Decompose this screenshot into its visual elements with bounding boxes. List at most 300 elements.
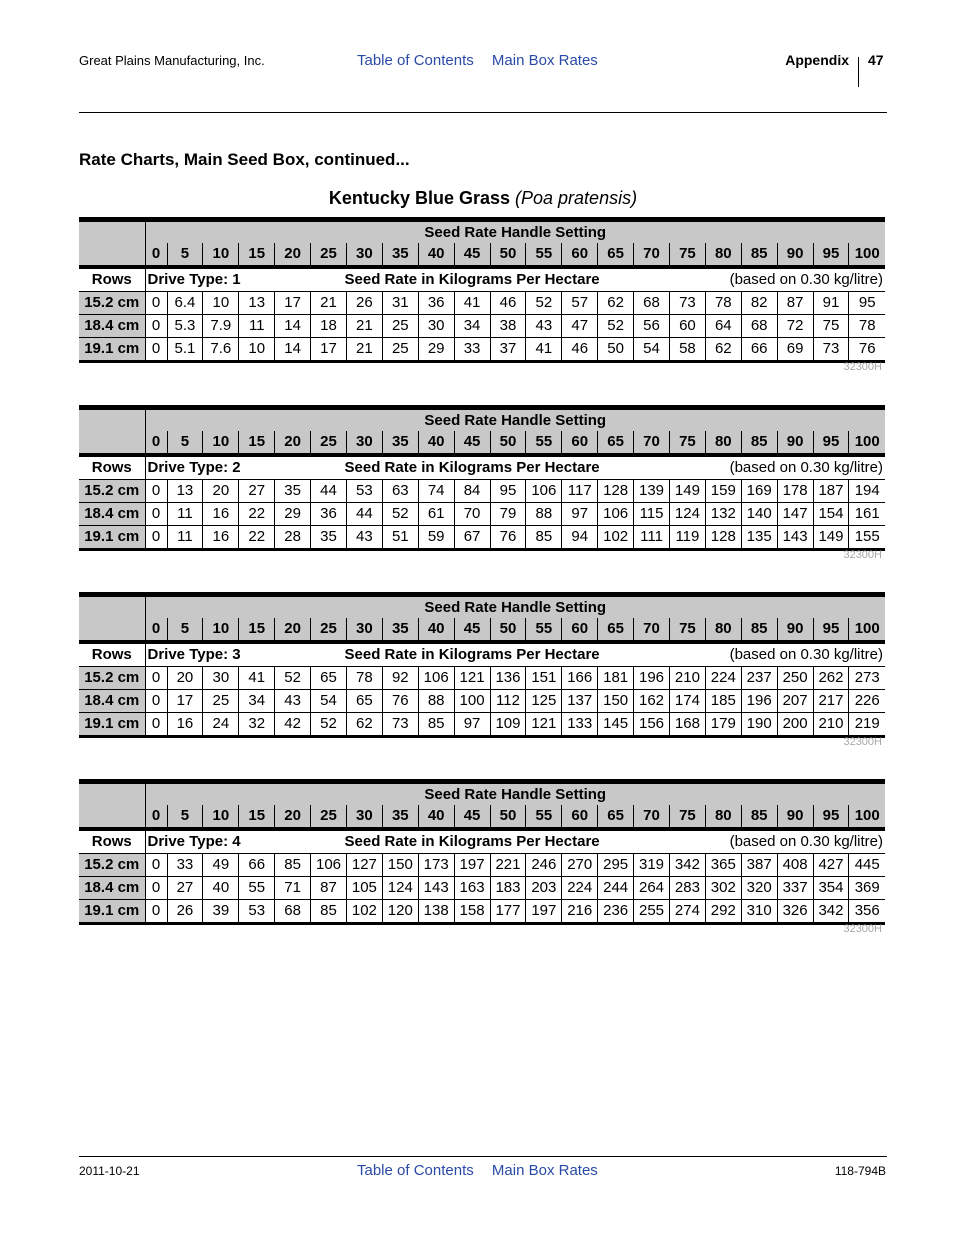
- rate-cell: 125: [526, 690, 562, 713]
- crop-name: Kentucky Blue Grass: [328, 188, 510, 208]
- table-row: [79, 877, 885, 900]
- rate-cell: 40: [203, 877, 239, 900]
- rate-cell: 408: [777, 854, 813, 877]
- rate-cell: 29: [418, 338, 454, 362]
- rate-cell: 29: [275, 503, 311, 526]
- main-box-rates-link[interactable]: Main Box Rates: [491, 52, 598, 69]
- rate-cell: 7.9: [203, 315, 239, 338]
- rate-cell: 264: [634, 877, 670, 900]
- drive-type: Drive Type: 1: [145, 267, 275, 292]
- figure-code: 32300H: [843, 923, 882, 935]
- setting-value: 35: [382, 431, 418, 455]
- rate-cell: 52: [275, 667, 311, 690]
- rate-cell: 166: [562, 667, 598, 690]
- rate-cell: 78: [346, 667, 382, 690]
- rate-cell: 111: [634, 526, 670, 550]
- rate-cell: 236: [598, 900, 634, 924]
- rate-units-title: Seed Rate in Kilograms Per Hectare: [275, 642, 670, 667]
- rows-label: Rows: [79, 829, 145, 854]
- rate-cell: 112: [490, 690, 526, 713]
- rate-cell: 219: [849, 713, 885, 737]
- setting-value: 20: [275, 431, 311, 455]
- setting-value: 45: [454, 618, 490, 642]
- rate-cell: 21: [311, 292, 347, 315]
- rate-cell: 274: [669, 900, 705, 924]
- setting-label: Seed Rate Handle Setting: [145, 408, 885, 432]
- rate-cell: 61: [418, 503, 454, 526]
- rate-cell: 5.1: [167, 338, 203, 362]
- rate-cell: 70: [454, 503, 490, 526]
- header-divider: [858, 57, 859, 87]
- setting-value: 40: [418, 618, 454, 642]
- rate-cell: 159: [705, 480, 741, 503]
- rate-cell: 0: [145, 315, 167, 338]
- table-row: [79, 690, 885, 713]
- rate-cell: 49: [203, 854, 239, 877]
- rate-cell: 143: [777, 526, 813, 550]
- rate-cell: 127: [346, 854, 382, 877]
- rate-cell: 71: [275, 877, 311, 900]
- rate-cell: 11: [167, 526, 203, 550]
- setting-value: 55: [526, 805, 562, 829]
- rate-cell: 106: [526, 480, 562, 503]
- rate-cell: 54: [634, 338, 670, 362]
- rate-cell: 68: [634, 292, 670, 315]
- header-links: [357, 52, 612, 69]
- setting-value: 80: [705, 243, 741, 267]
- setting-value: 20: [275, 243, 311, 267]
- rate-cell: 140: [741, 503, 777, 526]
- setting-value: 50: [490, 431, 526, 455]
- rate-cell: 445: [849, 854, 885, 877]
- setting-value: 75: [669, 431, 705, 455]
- setting-value: 30: [346, 243, 382, 267]
- rate-cell: 33: [454, 338, 490, 362]
- rate-cell: 143: [418, 877, 454, 900]
- header-corner: [79, 595, 145, 619]
- footer-rule: [79, 1156, 887, 1157]
- rate-cell: 34: [239, 690, 275, 713]
- rate-cell: 52: [526, 292, 562, 315]
- header-corner: [79, 243, 145, 267]
- rate-cell: 30: [418, 315, 454, 338]
- setting-value: 70: [634, 618, 670, 642]
- rate-units-title: Seed Rate in Kilograms Per Hectare: [275, 267, 670, 292]
- rate-cell: 128: [598, 480, 634, 503]
- rate-cell: 52: [311, 713, 347, 737]
- setting-value: 25: [311, 431, 347, 455]
- figure-code: 32300H: [843, 361, 882, 373]
- setting-value: 100: [849, 618, 885, 642]
- rate-cell: 78: [849, 315, 885, 338]
- setting-value: 10: [203, 243, 239, 267]
- row-spacing-label: 18.4 cm: [79, 877, 145, 900]
- setting-value: 35: [382, 618, 418, 642]
- rate-cell: 356: [849, 900, 885, 924]
- rate-cell: 163: [454, 877, 490, 900]
- setting-value: 10: [203, 618, 239, 642]
- rate-cell: 158: [454, 900, 490, 924]
- setting-value: 10: [203, 431, 239, 455]
- table-row: [79, 667, 885, 690]
- rate-cell: 0: [145, 900, 167, 924]
- rate-cell: 150: [598, 690, 634, 713]
- setting-value: 85: [741, 618, 777, 642]
- rate-cell: 302: [705, 877, 741, 900]
- setting-value: 100: [849, 243, 885, 267]
- table-row: [79, 854, 885, 877]
- rate-cell: 97: [454, 713, 490, 737]
- rate-cell: 78: [705, 292, 741, 315]
- rate-cell: 295: [598, 854, 634, 877]
- rate-cell: 87: [311, 877, 347, 900]
- rate-cell: 76: [849, 338, 885, 362]
- rate-cell: 187: [813, 480, 849, 503]
- rate-cell: 181: [598, 667, 634, 690]
- rate-cell: 41: [526, 338, 562, 362]
- rate-cell: 16: [203, 503, 239, 526]
- setting-value: 15: [239, 431, 275, 455]
- rate-cell: 179: [705, 713, 741, 737]
- rate-cell: 138: [418, 900, 454, 924]
- rate-cell: 73: [382, 713, 418, 737]
- header-corner: [79, 782, 145, 806]
- setting-value: 15: [239, 243, 275, 267]
- rate-cell: 132: [705, 503, 741, 526]
- setting-value: 55: [526, 618, 562, 642]
- rate-cell: 149: [669, 480, 705, 503]
- setting-value: 65: [598, 618, 634, 642]
- rate-cell: 53: [239, 900, 275, 924]
- rate-cell: 26: [167, 900, 203, 924]
- rate-cell: 156: [634, 713, 670, 737]
- based-on-note: (based on 0.30 kg/litre): [669, 642, 885, 667]
- row-spacing-label: 15.2 cm: [79, 667, 145, 690]
- rate-cell: 73: [813, 338, 849, 362]
- rate-cell: 244: [598, 877, 634, 900]
- table-row: [79, 292, 885, 315]
- row-spacing-label: 19.1 cm: [79, 526, 145, 550]
- setting-value: 45: [454, 431, 490, 455]
- rate-cell: 24: [203, 713, 239, 737]
- rate-cell: 237: [741, 667, 777, 690]
- rate-cell: 145: [598, 713, 634, 737]
- rate-cell: 106: [598, 503, 634, 526]
- rate-cell: 25: [203, 690, 239, 713]
- table-row: [79, 526, 885, 550]
- rate-cell: 124: [382, 877, 418, 900]
- header-corner: [79, 805, 145, 829]
- rate-cell: 250: [777, 667, 813, 690]
- rate-cell: 92: [382, 667, 418, 690]
- rate-cell: 25: [382, 315, 418, 338]
- rate-cell: 63: [382, 480, 418, 503]
- setting-value: 95: [813, 431, 849, 455]
- rate-cell: 217: [813, 690, 849, 713]
- rate-cell: 17: [167, 690, 203, 713]
- setting-value: 5: [167, 431, 203, 455]
- rate-cell: 88: [526, 503, 562, 526]
- rate-cell: 292: [705, 900, 741, 924]
- setting-value: 40: [418, 243, 454, 267]
- drive-type: Drive Type: 4: [145, 829, 275, 854]
- rate-cell: 283: [669, 877, 705, 900]
- setting-value: 15: [239, 805, 275, 829]
- rate-cell: 85: [311, 900, 347, 924]
- setting-value: 85: [741, 805, 777, 829]
- rate-cell: 62: [598, 292, 634, 315]
- rate-cell: 151: [526, 667, 562, 690]
- rate-cell: 46: [490, 292, 526, 315]
- row-spacing-label: 19.1 cm: [79, 338, 145, 362]
- rate-cell: 226: [849, 690, 885, 713]
- rate-cell: 168: [669, 713, 705, 737]
- rate-cell: 35: [311, 526, 347, 550]
- setting-label: Seed Rate Handle Setting: [145, 782, 885, 806]
- rate-cell: 137: [562, 690, 598, 713]
- rate-cell: 0: [145, 713, 167, 737]
- setting-value: 70: [634, 805, 670, 829]
- rate-cell: 84: [454, 480, 490, 503]
- setting-value: 50: [490, 618, 526, 642]
- setting-value: 90: [777, 805, 813, 829]
- rate-cell: 14: [275, 338, 311, 362]
- rate-cell: 50: [598, 338, 634, 362]
- rate-cell: 162: [634, 690, 670, 713]
- rate-cell: 87: [777, 292, 813, 315]
- rate-cell: 0: [145, 292, 167, 315]
- based-on-note: (based on 0.30 kg/litre): [669, 829, 885, 854]
- rate-cell: 66: [741, 338, 777, 362]
- rate-cell: 0: [145, 503, 167, 526]
- rate-cell: 197: [454, 854, 490, 877]
- header-corner: [79, 618, 145, 642]
- setting-label: Seed Rate Handle Setting: [145, 220, 885, 244]
- rate-cell: 6.4: [167, 292, 203, 315]
- rate-cell: 210: [669, 667, 705, 690]
- rate-cell: 197: [526, 900, 562, 924]
- rate-cell: 22: [239, 503, 275, 526]
- rate-cell: 13: [239, 292, 275, 315]
- setting-value: 95: [813, 243, 849, 267]
- table-row: [79, 900, 885, 924]
- rate-cell: 427: [813, 854, 849, 877]
- rate-cell: 37: [490, 338, 526, 362]
- setting-value: 60: [562, 618, 598, 642]
- setting-value: 40: [418, 431, 454, 455]
- rate-cell: 43: [346, 526, 382, 550]
- setting-value: 60: [562, 431, 598, 455]
- rate-cell: 365: [705, 854, 741, 877]
- rate-cell: 22: [239, 526, 275, 550]
- rate-cell: 62: [705, 338, 741, 362]
- rate-cell: 203: [526, 877, 562, 900]
- rate-cell: 106: [311, 854, 347, 877]
- rate-cell: 72: [777, 315, 813, 338]
- table-row: [79, 713, 885, 737]
- rate-cell: 11: [239, 315, 275, 338]
- drive-type: Drive Type: 3: [145, 642, 275, 667]
- setting-value: 5: [167, 243, 203, 267]
- rate-cell: 39: [203, 900, 239, 924]
- rate-cell: 76: [490, 526, 526, 550]
- rate-cell: 117: [562, 480, 598, 503]
- rate-cell: 0: [145, 667, 167, 690]
- rate-cell: 91: [813, 292, 849, 315]
- rate-cell: 337: [777, 877, 813, 900]
- rate-cell: 210: [813, 713, 849, 737]
- setting-value: 15: [239, 618, 275, 642]
- rate-cell: 47: [562, 315, 598, 338]
- rate-cell: 155: [849, 526, 885, 550]
- rate-cell: 246: [526, 854, 562, 877]
- rate-cell: 43: [275, 690, 311, 713]
- rate-cell: 20: [203, 480, 239, 503]
- rate-cell: 190: [741, 713, 777, 737]
- rate-cell: 17: [275, 292, 311, 315]
- setting-value: 10: [203, 805, 239, 829]
- rate-cell: 0: [145, 480, 167, 503]
- setting-value: 0: [145, 805, 167, 829]
- rate-cell: 178: [777, 480, 813, 503]
- rate-cell: 128: [705, 526, 741, 550]
- rate-cell: 319: [634, 854, 670, 877]
- rate-cell: 10: [203, 292, 239, 315]
- rate-cell: 44: [346, 503, 382, 526]
- rate-table-drive-3: [79, 592, 885, 738]
- rate-cell: 26: [346, 292, 382, 315]
- setting-value: 40: [418, 805, 454, 829]
- rate-cell: 41: [454, 292, 490, 315]
- rate-cell: 97: [562, 503, 598, 526]
- rate-cell: 68: [741, 315, 777, 338]
- rate-cell: 43: [526, 315, 562, 338]
- rate-cell: 194: [849, 480, 885, 503]
- rate-cell: 196: [634, 667, 670, 690]
- rate-cell: 139: [634, 480, 670, 503]
- setting-value: 45: [454, 805, 490, 829]
- setting-value: 70: [634, 431, 670, 455]
- rate-cell: 88: [418, 690, 454, 713]
- rate-cell: 28: [275, 526, 311, 550]
- setting-value: 55: [526, 243, 562, 267]
- rate-cell: 62: [346, 713, 382, 737]
- section-title: Rate Charts, Main Seed Box, continued...: [79, 150, 410, 169]
- setting-value: 20: [275, 805, 311, 829]
- setting-value: 5: [167, 618, 203, 642]
- rate-units-title: Seed Rate in Kilograms Per Hectare: [275, 455, 670, 480]
- rate-cell: 102: [346, 900, 382, 924]
- rate-cell: 216: [562, 900, 598, 924]
- table-row: [79, 503, 885, 526]
- rate-cell: 109: [490, 713, 526, 737]
- setting-value: 0: [145, 618, 167, 642]
- rate-cell: 85: [275, 854, 311, 877]
- rate-cell: 100: [454, 690, 490, 713]
- rate-cell: 35: [275, 480, 311, 503]
- rate-cell: 133: [562, 713, 598, 737]
- rate-cell: 342: [813, 900, 849, 924]
- rate-table-drive-2: [79, 405, 885, 551]
- rate-cell: 124: [669, 503, 705, 526]
- row-spacing-label: 18.4 cm: [79, 315, 145, 338]
- footer-main-box-rates-link[interactable]: Main Box Rates: [491, 1162, 598, 1179]
- rate-cell: 136: [490, 667, 526, 690]
- setting-value: 95: [813, 618, 849, 642]
- rate-cell: 169: [741, 480, 777, 503]
- rate-cell: 95: [849, 292, 885, 315]
- rate-cell: 174: [669, 690, 705, 713]
- rate-cell: 102: [598, 526, 634, 550]
- setting-value: 90: [777, 618, 813, 642]
- drive-type: Drive Type: 2: [145, 455, 275, 480]
- setting-value: 80: [705, 805, 741, 829]
- table-row: [79, 338, 885, 362]
- setting-value: 100: [849, 805, 885, 829]
- rate-cell: 173: [418, 854, 454, 877]
- rate-cell: 52: [382, 503, 418, 526]
- rate-cell: 255: [634, 900, 670, 924]
- footer-table-of-contents-link[interactable]: Table of Contents: [357, 1162, 474, 1179]
- setting-value: 45: [454, 243, 490, 267]
- setting-value: 80: [705, 618, 741, 642]
- row-spacing-label: 18.4 cm: [79, 690, 145, 713]
- figure-code: 32300H: [843, 549, 882, 561]
- rate-table-drive-4: [79, 779, 885, 925]
- rate-cell: 7.6: [203, 338, 239, 362]
- rate-cell: 46: [562, 338, 598, 362]
- rate-cell: 161: [849, 503, 885, 526]
- rate-cell: 150: [382, 854, 418, 877]
- rate-cell: 326: [777, 900, 813, 924]
- rate-cell: 10: [239, 338, 275, 362]
- setting-value: 25: [311, 805, 347, 829]
- rate-cell: 94: [562, 526, 598, 550]
- rate-cell: 115: [634, 503, 670, 526]
- rate-cell: 16: [203, 526, 239, 550]
- rate-cell: 149: [813, 526, 849, 550]
- header-rule: [79, 112, 887, 113]
- setting-value: 50: [490, 805, 526, 829]
- rate-cell: 121: [526, 713, 562, 737]
- rate-cell: 0: [145, 877, 167, 900]
- rate-cell: 20: [167, 667, 203, 690]
- table-of-contents-link[interactable]: Table of Contents: [357, 52, 474, 69]
- rate-cell: 27: [167, 877, 203, 900]
- setting-value: 0: [145, 431, 167, 455]
- page-number: 47: [868, 52, 884, 68]
- rate-cell: 44: [311, 480, 347, 503]
- rate-cell: 185: [705, 690, 741, 713]
- rate-cell: 21: [346, 315, 382, 338]
- rate-cell: 34: [454, 315, 490, 338]
- row-spacing-label: 19.1 cm: [79, 900, 145, 924]
- rate-cell: 221: [490, 854, 526, 877]
- rate-cell: 135: [741, 526, 777, 550]
- rate-table: [79, 779, 885, 925]
- setting-value: 90: [777, 243, 813, 267]
- rate-cell: 0: [145, 338, 167, 362]
- rate-cell: 82: [741, 292, 777, 315]
- rate-cell: 56: [634, 315, 670, 338]
- figure-code: 32300H: [843, 736, 882, 748]
- rate-units-title: Seed Rate in Kilograms Per Hectare: [275, 829, 670, 854]
- rate-cell: 36: [418, 292, 454, 315]
- setting-value: 100: [849, 431, 885, 455]
- rate-cell: 183: [490, 877, 526, 900]
- rate-cell: 224: [562, 877, 598, 900]
- setting-value: 80: [705, 431, 741, 455]
